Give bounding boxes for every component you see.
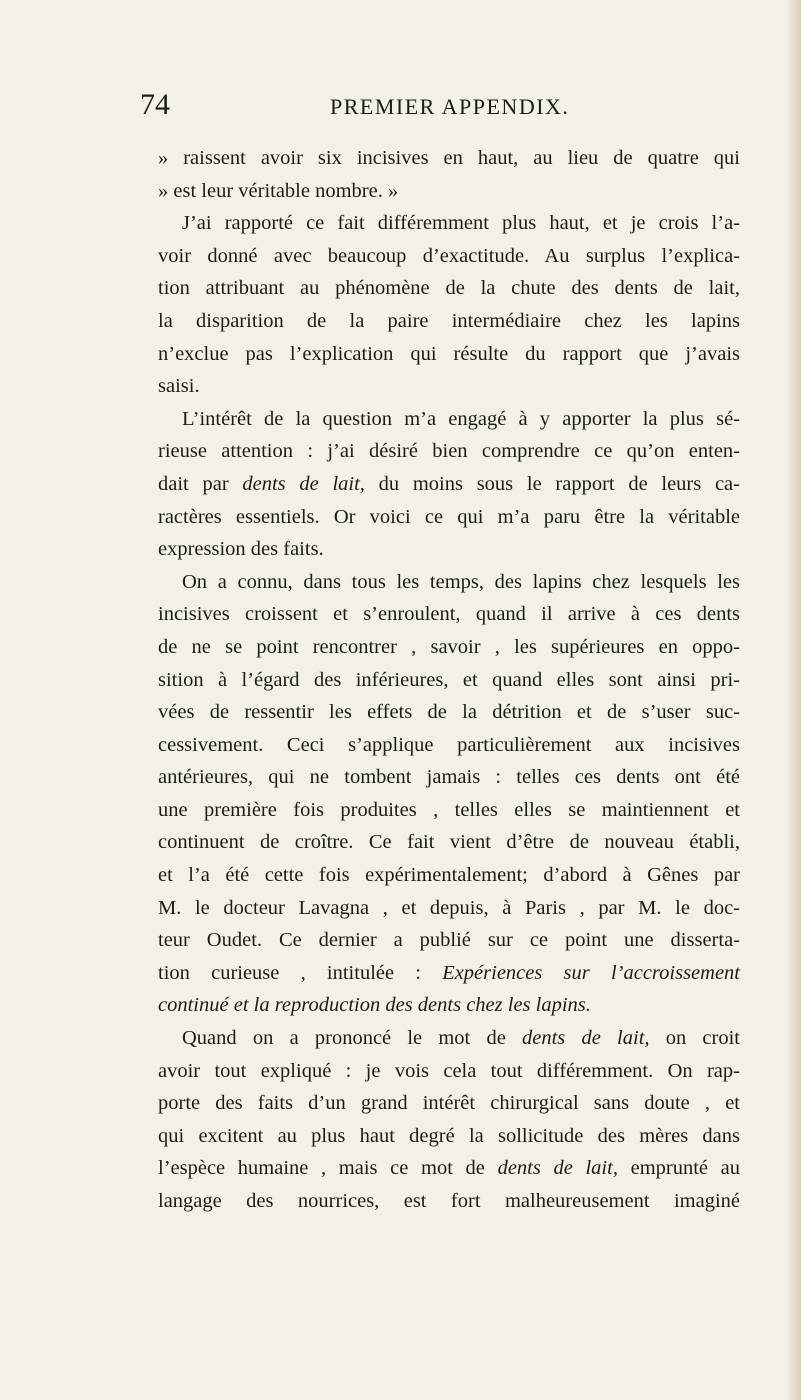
text-line [158,989,740,1022]
page-header [140,88,740,128]
line-text: » raissent avoir six incisives en haut, au lieu de quatre qui [158,147,740,169]
line-text: tion curieuse , intitulée : [158,961,443,984]
line-text: tion attribuant au phénomène de la chute des dents de lait, [158,277,740,300]
text-line [158,664,740,697]
text-line [158,468,740,501]
line-text: Quand on a prononcé le mot de [182,1027,523,1050]
line-text: rieuse attention : j’ai désiré bien comprendre ce qu’on enten- [158,440,740,463]
text-line [158,501,740,534]
line-text: l’espèce humaine , mais ce mot de [158,1157,498,1180]
text-line [158,1120,740,1153]
line-text: continuent de croître. Ce fait vient d’être de nouveau établi, [158,831,740,854]
line-text: voir donné avec beaucoup d’exactitude. Au surplus l’explica- [158,244,740,267]
line-text: » est leur véritable nombre. » [158,179,399,202]
italic-text: dents de lait, [497,1157,618,1180]
line-text: langage des nourrices, est fort malheureusement imaginé [158,1190,740,1212]
text-line [158,1152,740,1185]
text-line [158,272,740,305]
line-text: avoir tout expliqué : je vois cela tout différemment. On rap- [158,1059,740,1082]
line-text: porte des faits d’un grand intérêt chirurgical sans doute , et [158,1092,740,1115]
line-text: du moins sous le rapport de leurs ca- [364,472,740,495]
text-line [158,207,740,240]
text-line [158,598,740,631]
line-text: expression des faits. [158,538,324,561]
text-line [158,631,740,664]
line-text: on croit [649,1027,740,1050]
line-text: J’ai rapporté ce fait différemment plus haut, et je crois l’a- [182,212,740,235]
text-line [158,859,740,892]
line-text: On a connu, dans tous les temps, des lapins chez lesquels les [182,570,740,593]
text-line [158,240,740,273]
text-line [158,892,740,925]
text-line [158,826,740,859]
line-text: emprunté au [617,1157,741,1180]
line-text: n’exclue pas l’explication qui résulte du rapport que j’avais [158,342,740,365]
line-text: antérieures, qui ne tombent jamais : telles ces dents ont été [158,766,740,789]
text-line [158,794,740,827]
text-line [158,338,740,371]
line-text: sition à l’égard des inférieures, et quand elles sont ainsi pri- [158,668,740,691]
text-line [158,729,740,762]
line-text: vées de ressentir les effets de la détrition et de s’user suc- [158,701,740,724]
text-line [158,761,740,794]
text-line [158,1055,740,1088]
page-number: 74 [140,88,170,121]
text-line [158,142,740,175]
line-text: dait par [158,472,243,495]
text-line [158,696,740,729]
text-line [158,403,740,436]
text-line [158,435,740,468]
line-text: ractères essentiels. Or voici ce qui m’a paru être la véritable [158,505,740,528]
text-line [158,1087,740,1120]
line-text: de ne se point rencontrer , savoir , les supérieures en oppo- [158,635,740,658]
line-text: cessivement. Ceci s’applique particulièrement aux incisives [158,733,740,756]
line-text: qui excitent au plus haut degré la sollicitude des mères dans [158,1124,740,1147]
running-head: PREMIER APPENDIX. [330,94,570,119]
line-text: une première fois produites , telles elles se maintiennent et [158,798,740,821]
text-line [158,305,740,338]
line-text: teur Oudet. Ce dernier a publié sur ce point une disserta- [158,929,740,952]
text-line [158,175,740,208]
italic-text: dents de lait, [522,1027,650,1050]
text-line [158,924,740,957]
text-line [158,1185,740,1218]
line-text: et l’a été cette fois expérimentalement; d’abord à Gênes par [158,864,740,887]
line-text: incisives croissent et s’enroulent, quand il arrive à ces dents [158,603,740,626]
text-line [158,370,740,403]
line-text: la disparition de la paire intermédiaire chez les lapins [158,309,740,332]
text-line [158,566,740,599]
line-text: L’intérêt de la question m’a engagé à y apporter la plus sé- [182,407,740,430]
text-line [158,1022,740,1055]
text-line [158,533,740,566]
body-text [158,142,740,1218]
italic-text: dents de lait, [242,472,365,495]
italic-text: Expériences sur l’accroissement [442,961,740,984]
italic-text: continué et la reproduction des dents chez les lapins. [158,994,591,1017]
line-text: M. le docteur Lavagna , et depuis, à Paris , par M. le doc- [158,896,740,919]
line-text: saisi. [158,375,200,398]
text-line [158,957,740,990]
page-edge [787,0,801,1400]
